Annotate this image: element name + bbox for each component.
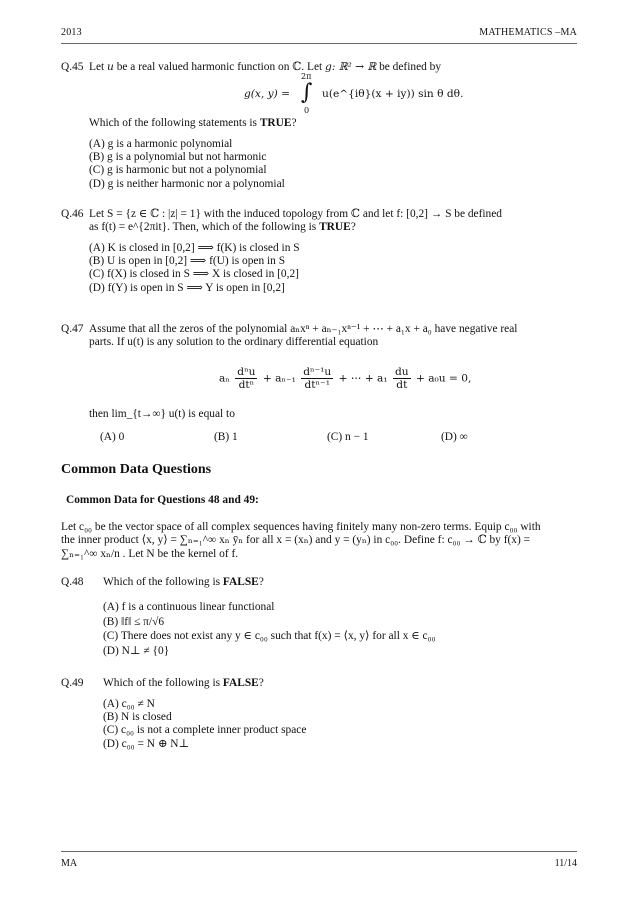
q47-frac-1: [235, 366, 257, 391]
q49-options: [103, 698, 593, 751]
q47-eq-an: aₙ: [219, 372, 230, 385]
q47-number: Q.47: [61, 323, 84, 335]
q49-option-c[interactable]: (C) c₀₀ is not a complete inner product space: [103, 724, 307, 737]
footer-rule: [61, 851, 577, 852]
q45-eq-integrand: u(e^{iθ}(x + iy)) sin θ dθ.: [322, 88, 464, 100]
q49-stem-a: Which of the following is: [103, 677, 223, 689]
q47-option-a[interactable]: (A) 0: [100, 431, 125, 443]
header-rule: [61, 43, 577, 44]
q45-stem-g: g: ℝ² → ℝ: [325, 61, 377, 73]
q45-stem-a: Let: [89, 61, 108, 73]
q46-number: Q.46: [61, 208, 84, 220]
common-data-line1: Let c₀₀ be the vector space of all complex sequences having finitely many non-zero terms. Equip c₀₀ with: [61, 521, 541, 533]
q45-stem: [89, 61, 579, 74]
q49-option-d[interactable]: (D) c₀₀ = N ⊕ N⊥: [103, 737, 190, 750]
q47-equation: [219, 366, 471, 391]
section-subtitle: Common Data for Questions 48 and 49:: [66, 494, 259, 506]
q49-stem: [103, 677, 593, 690]
common-data-paragraph: [61, 521, 581, 561]
q45-question-bold: TRUE: [259, 117, 292, 129]
q45-option-d[interactable]: (D) g is neither harmonic nor a polynomial: [89, 177, 285, 190]
q47-limit-line: then lim_{t→∞} u(t) is equal to: [89, 408, 235, 420]
q47-frac2-num: dⁿ⁻¹u: [303, 366, 332, 378]
q46-line2-a: as f(t) = e^{2πit}. Then, which of the following is: [89, 221, 320, 234]
q47-line2: parts. If u(t) is any solution to the ordinary differential equation: [89, 336, 379, 349]
q47-frac2-den: dtⁿ⁻¹: [304, 379, 330, 391]
q46-option-d[interactable]: (D) f(Y) is open in S ⟹ Y is open in [0,2]: [89, 281, 285, 294]
q49-option-b[interactable]: (B) N is closed: [103, 711, 172, 724]
q45-question: [89, 117, 579, 130]
q45-question-a: Which of the following statements is: [89, 117, 260, 129]
q46-line2: [89, 221, 579, 234]
q46-option-c[interactable]: (C) f(X) is closed in S ⟹ X is closed in [0,2]: [89, 268, 299, 281]
footer-page-number: 11/14: [554, 858, 577, 869]
q45-option-c[interactable]: (C) g is harmonic but not a polynomial: [89, 164, 267, 177]
q49-option-a[interactable]: (A) c₀₀ ≠ N: [103, 698, 155, 710]
q49-stem-b: ?: [258, 677, 264, 689]
q47-frac-3: [393, 366, 411, 391]
q45-question-b: ?: [291, 117, 297, 129]
q46-option-b[interactable]: (B) U is open in [0,2] ⟹ f(U) is open in S: [89, 255, 286, 268]
q47-option-d[interactable]: (D) ∞: [441, 431, 468, 443]
q47-eq-plus1: + aₙ₋₁: [262, 372, 296, 385]
q45-equation: [244, 88, 290, 100]
q46-line2-b: ?: [350, 221, 356, 234]
q48-stem: [103, 576, 593, 589]
q49-stem-bold: FALSE: [222, 677, 259, 689]
q47-frac3-den: dt: [396, 379, 408, 391]
common-data-line3: ∑ₙ₌₁^∞ xₙ/n . Let N be the kernel of f.: [61, 547, 239, 560]
q48-option-d[interactable]: (D) N⊥ ≠ {0}: [103, 644, 170, 657]
q48-option-c[interactable]: (C) There does not exist any y ∈ c₀₀ such that f(x) = ⟨x, y⟩ for all x ∈ c₀₀: [103, 630, 436, 643]
header-subject: MATHEMATICS –MA: [479, 27, 577, 38]
q45-eq-lhs: g(x, y) =: [244, 88, 290, 100]
common-data-line2: the inner product ⟨x, y⟩ = ∑ₙ₌₁^∞ xₙ ȳₙ for all x = (xₙ) and y = (yₙ) in c₀₀. Define f: c₀₀ → ℂ by f(x) =: [61, 534, 531, 547]
q47-frac-2: [301, 366, 333, 391]
q46-options: [89, 242, 579, 295]
q47-stem: [89, 323, 579, 349]
q49-number: Q.49: [61, 677, 84, 689]
q45-number: Q.45: [61, 61, 84, 73]
q47-frac3-num: du: [395, 366, 409, 378]
integral-sign-icon: ∫: [301, 80, 313, 105]
q48-stem-b: ?: [258, 576, 264, 588]
q45-stem-c: be defined by: [376, 61, 442, 73]
q45-int-lower: 0: [304, 106, 310, 115]
q47-option-b[interactable]: (B) 1: [214, 431, 238, 443]
q48-option-b[interactable]: (B) ‖f‖ ≤ π/√6: [103, 615, 165, 628]
section-title: Common Data Questions: [61, 462, 212, 477]
q47-frac1-num: dⁿu: [237, 366, 256, 378]
q46-stem: [89, 208, 579, 234]
q47-eq-mid: + ⋯ + a₁: [338, 372, 388, 385]
q45-stem-u: u: [107, 61, 114, 73]
header-year: 2013: [61, 27, 82, 38]
q45-options: [89, 138, 579, 191]
q46-option-a[interactable]: (A) K is closed in [0,2] ⟹ f(K) is closed in S: [89, 242, 300, 254]
q45-option-a[interactable]: (A) g is a harmonic polynomial: [89, 138, 233, 150]
q46-line2-bold: TRUE: [319, 221, 351, 234]
q48-options: [103, 600, 593, 658]
q48-stem-bold: FALSE: [222, 576, 259, 588]
q48-stem-a: Which of the following is: [103, 576, 223, 588]
q48-option-a[interactable]: (A) f is a continuous linear functional: [103, 601, 275, 613]
q47-line1: Assume that all the zeros of the polynomial aₙxⁿ + aₙ₋₁xⁿ⁻¹ + ⋯ + a₁x + a₀ have negative real: [89, 323, 518, 335]
q48-number: Q.48: [61, 576, 84, 588]
q45-int-upper: 2π: [301, 72, 312, 81]
q47-option-c[interactable]: (C) n − 1: [327, 431, 369, 443]
q45-stem-b: be a real valued harmonic function on ℂ. Let: [113, 61, 326, 73]
q47-eq-tail: + a₀u = 0,: [415, 372, 472, 385]
q47-frac1-den: dtⁿ: [238, 379, 255, 391]
footer-code: MA: [61, 858, 78, 869]
q45-option-b[interactable]: (B) g is a polynomial but not harmonic: [89, 151, 267, 164]
q46-line1: Let S = {z ∈ ℂ : |z| = 1} with the induced topology from ℂ and let f: [0,2] → S be defined: [89, 208, 502, 220]
